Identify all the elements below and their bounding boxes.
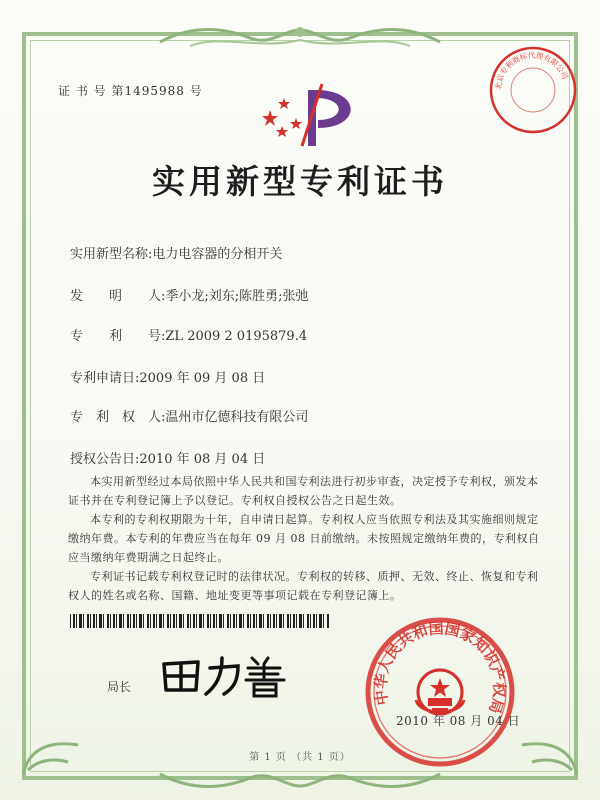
barcode <box>70 614 332 628</box>
agency-seal-text: 北京专利商标代理有限公司 <box>493 50 570 91</box>
barcode-bar <box>307 614 309 628</box>
field-value: 季小龙;刘东;陈胜勇;张弛 <box>165 289 309 304</box>
page-number: 第 1 页 （共 1 页） <box>249 752 351 763</box>
barcode-bar <box>327 614 329 628</box>
field-application-date <box>70 367 265 386</box>
barcode-bar <box>270 614 271 628</box>
barcode-bar <box>90 614 91 628</box>
barcode-bar <box>203 614 204 628</box>
body-paragraph-3: 专利证书记载专利权登记时的法律状况。专利权的转移、质押、无效、终止、恢复和专利权人的姓名或名称、国籍、地址变更等事项记载在专利登记簿上。 <box>68 570 539 602</box>
barcode-bar <box>259 614 262 628</box>
barcode-bar <box>79 614 82 628</box>
barcode-bar <box>247 614 249 628</box>
barcode-bar <box>183 614 184 628</box>
barcode-bar <box>167 614 169 628</box>
official-seal-text: 中华人民共和国国家知识产权局 <box>371 619 509 716</box>
barcode-bar <box>150 614 151 628</box>
barcode-bar <box>293 614 295 628</box>
barcode-bar <box>127 614 129 628</box>
barcode-bar <box>153 614 155 628</box>
body-paragraph-2: 本专利的专利权期限为十年，自申请日起算。专利权人应当依照专利法及其实施细则规定缴纳年费。本专利的年费应当在每年 09 月 08 日前缴纳。未按照规定缴纳年费的，专利权自应当缴纳年费期满之日起终止。 <box>68 513 540 564</box>
barcode-bar <box>116 614 117 628</box>
barcode-bar <box>103 614 104 628</box>
barcode-bar <box>83 614 84 628</box>
barcode-bar <box>303 614 304 628</box>
field-value: ZL 2009 2 0195879.4 <box>165 329 308 344</box>
barcode-bar <box>267 614 269 628</box>
barcode-bar <box>110 614 111 628</box>
barcode-bar <box>143 614 144 628</box>
barcode-bar <box>290 614 291 628</box>
barcode-bar <box>199 614 202 628</box>
field-label: 专利申请日: <box>70 371 140 386</box>
field-patent-number <box>70 325 307 344</box>
barcode-bar <box>119 614 122 628</box>
barcode-bar <box>190 614 191 628</box>
barcode-bar <box>147 614 149 628</box>
barcode-bar <box>107 614 109 628</box>
barcode-bar <box>156 614 157 628</box>
field-utility-model-name <box>70 243 282 262</box>
barcode-bar <box>243 614 244 628</box>
barcode-bar <box>223 614 224 628</box>
barcode-bar <box>179 614 182 628</box>
barcode-bar <box>123 614 124 628</box>
barcode-bar <box>113 614 115 628</box>
barcode-bar <box>99 614 102 628</box>
barcode-bar <box>170 614 171 628</box>
barcode-bar <box>159 614 162 628</box>
director-signature <box>154 650 294 700</box>
field-value: 电力电容器的分相开关 <box>152 247 283 262</box>
barcode-bar <box>163 614 164 628</box>
barcode-bar <box>313 614 315 628</box>
barcode-bar <box>193 614 195 628</box>
barcode-bar <box>287 614 289 628</box>
barcode-bar <box>236 614 237 628</box>
barcode-bar <box>196 614 197 628</box>
barcode-bar <box>296 614 297 628</box>
barcode-bar <box>187 614 189 628</box>
body-paragraph-1: 本实用新型经过本局依照中华人民共和国专利法进行初步审查，决定授予专利权，颁发本证书并在专利登记簿上予以登记。专利权自授权公告之日起生效。 <box>68 475 539 507</box>
barcode-bar <box>310 614 311 628</box>
barcode-bar <box>213 614 215 628</box>
barcode-bar <box>263 614 264 628</box>
field-patentee <box>70 406 308 425</box>
barcode-bar <box>256 614 257 628</box>
certificate-body <box>68 472 548 605</box>
barcode-bar <box>273 614 275 628</box>
field-value: 2009 年 09 月 08 日 <box>139 371 266 386</box>
barcode-bar <box>283 614 284 628</box>
barcode-bar <box>96 614 97 628</box>
field-label: 授权公告日: <box>70 452 140 467</box>
barcode-bar <box>230 614 231 628</box>
agency-seal <box>487 44 579 136</box>
barcode-bar <box>136 614 137 628</box>
director-label: 局长 <box>107 680 132 694</box>
patent-office-logo <box>262 80 366 150</box>
issue-date: 2010 年 08 月 04 日 <box>396 714 521 728</box>
barcode-bar <box>130 614 131 628</box>
field-label: 实用新型名称: <box>70 247 153 262</box>
field-label: 专 利 号: <box>70 329 166 344</box>
barcode-bar <box>239 614 242 628</box>
barcode-bar <box>133 614 135 628</box>
barcode-bar <box>219 614 222 628</box>
field-label: 专 利 权 人: <box>70 410 166 425</box>
barcode-bar <box>253 614 255 628</box>
barcode-bar <box>210 614 211 628</box>
barcode-bar <box>279 614 282 628</box>
barcode-bar <box>323 614 324 628</box>
barcode-bar <box>76 614 77 628</box>
barcode-bar <box>73 614 75 628</box>
barcode-bar <box>316 614 317 628</box>
field-value: 温州市亿德科技有限公司 <box>165 410 309 425</box>
barcode-bar <box>319 614 322 628</box>
top-ornament <box>150 22 450 54</box>
barcode-bar <box>87 614 89 628</box>
barcode-bar <box>176 614 177 628</box>
barcode-bar <box>250 614 251 628</box>
certificate-number: 证 书 号 第1495988 号 <box>58 84 203 98</box>
barcode-bar <box>276 614 277 628</box>
barcode-bar <box>299 614 302 628</box>
barcode-bar <box>233 614 235 628</box>
barcode-bar <box>93 614 95 628</box>
barcode-bar <box>70 614 71 628</box>
barcode-bar <box>207 614 209 628</box>
field-label: 发 明 人: <box>70 289 166 304</box>
barcode-bar <box>227 614 229 628</box>
barcode-bar <box>139 614 142 628</box>
field-inventors <box>70 285 309 304</box>
field-grant-date <box>70 448 265 467</box>
barcode-bar <box>173 614 175 628</box>
certificate-title: 实用新型专利证书 <box>152 162 448 201</box>
barcode-bar <box>216 614 217 628</box>
field-value: 2010 年 08 月 04 日 <box>139 452 266 467</box>
